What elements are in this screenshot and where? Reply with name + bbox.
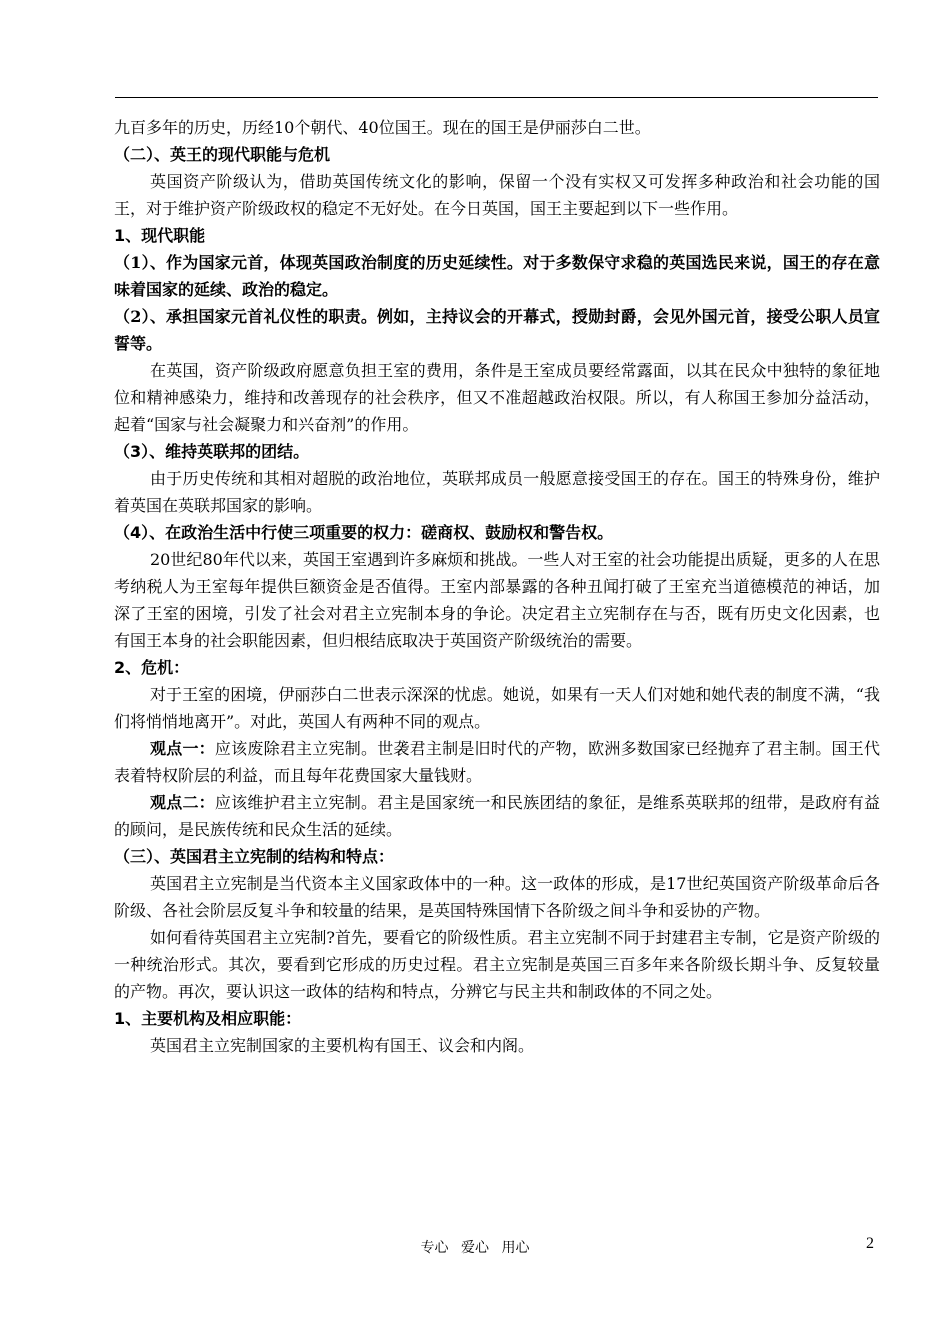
section-heading: （二）、英王的现代职能与危机 — [114, 145, 331, 164]
item-heading: （3）、维持英联邦的团结。 — [114, 442, 310, 461]
section-heading: （三）、英国君主立宪制的结构和特点： — [114, 847, 395, 866]
subsection-heading: 1、主要机构及相应职能： — [114, 1009, 302, 1028]
paragraph: 英国资产阶级认为，借助英国传统文化的影响，保留一个没有实权又可发挥多种政治和社会功能的国王，对于维护资产阶级政权的稳定不无好处。在今日英国，国王主要起到以下一些作用。 — [114, 172, 880, 218]
page-number: 2 — [866, 1235, 874, 1252]
subsection-heading: 1、现代职能 — [114, 226, 206, 245]
body-text — [114, 114, 880, 1059]
item-heading: （4）、在政治生活中行使三项重要的权力：磋商权、鼓励权和警告权。 — [114, 523, 614, 542]
bold-paragraph: （2）、承担国家元首礼仪性的职责。例如，主持议会的开幕式，授勋封爵，会见外国元首，接受公职人员宣誓等。 — [114, 307, 880, 353]
header-rule — [115, 97, 878, 98]
view-text: 应该废除君主立宪制。世袭君主制是旧时代的产物，欧洲多数国家已经抛弃了君主制。国王代表着特权阶层的利益，而且每年花费国家大量钱财。 — [114, 739, 880, 785]
paragraph: 在英国，资产阶级政府愿意负担王室的费用，条件是王室成员要经常露面，以其在民众中独特的象征地位和精神感染力，维持和改善现存的社会秩序，但又不准超越政治权限。所以，有人称国王参加分益活动，起着“国家与社会凝聚力和兴奋剂”的作用。 — [114, 361, 880, 434]
paragraph: 英国君主立宪制国家的主要机构有国王、议会和内阁。 — [150, 1036, 535, 1055]
view-paragraph — [114, 735, 880, 789]
paragraph: 20世纪80年代以来，英国王室遇到许多麻烦和挑战。一些人对王室的社会功能提出质疑，更多的人在思考纳税人为王室每年提供巨额资金是否值得。王室内部暴露的各种丑闻打破了王室充当道德模范的神话，加深了王室的困境，引发了社会对君主立宪制本身的争论。决定君主立宪制存在与否，既有历史文化因素，也有国王本身的社会职能因素，但归根结底取决于英国资产阶级统治的需要。 — [114, 550, 880, 650]
paragraph: 英国君主立宪制是当代资本主义国家政体中的一种。这一政体的形成，是17世纪英国资产阶级革命后各阶级、各社会阶层反复斗争和较量的结果，是英国特殊国情下各阶级之间斗争和妥协的产物。 — [114, 874, 880, 920]
view-label: 观点一： — [150, 739, 215, 758]
paragraph: 如何看待英国君主立宪制?首先，要看它的阶级性质。君主立宪制不同于封建君主专制，它是资产阶级的一种统治形式。其次，要看到它形成的历史过程。君主立宪制是英国三百多年来各阶级长期斗争、反复较量的产物。再次，要认识这一政体的结构和特点，分辨它与民主共和制政体的不同之处。 — [114, 928, 880, 1001]
bold-paragraph: （1）、作为国家元首，体现英国政治制度的历史延续性。对于多数保守求稳的英国选民来说，国王的存在意味着国家的延续、政治的稳定。 — [114, 253, 880, 299]
paragraph: 九百多年的历史，历经10个朝代、40位国王。现在的国王是伊丽莎白二世。 — [114, 118, 651, 137]
paragraph: 对于王室的困境，伊丽莎白二世表示深深的忧虑。她说，如果有一天人们对她和她代表的制度不满，“我们将悄悄地离开”。对此，英国人有两种不同的观点。 — [114, 685, 880, 731]
paragraph: 由于历史传统和其相对超脱的政治地位，英联邦成员一般愿意接受国王的存在。国王的特殊身份，维护着英国在英联邦国家的影响。 — [114, 469, 880, 515]
view-label: 观点二： — [150, 793, 215, 812]
view-text: 应该维护君主立宪制。君主是国家统一和民族团结的象征，是维系英联邦的纽带，是政府有益的顾问，是民族传统和民众生活的延续。 — [114, 793, 880, 839]
footer-motto: 专心 爱心 用心 — [420, 1240, 530, 1256]
view-paragraph — [114, 789, 880, 843]
subsection-heading: 2、危机： — [114, 658, 190, 677]
